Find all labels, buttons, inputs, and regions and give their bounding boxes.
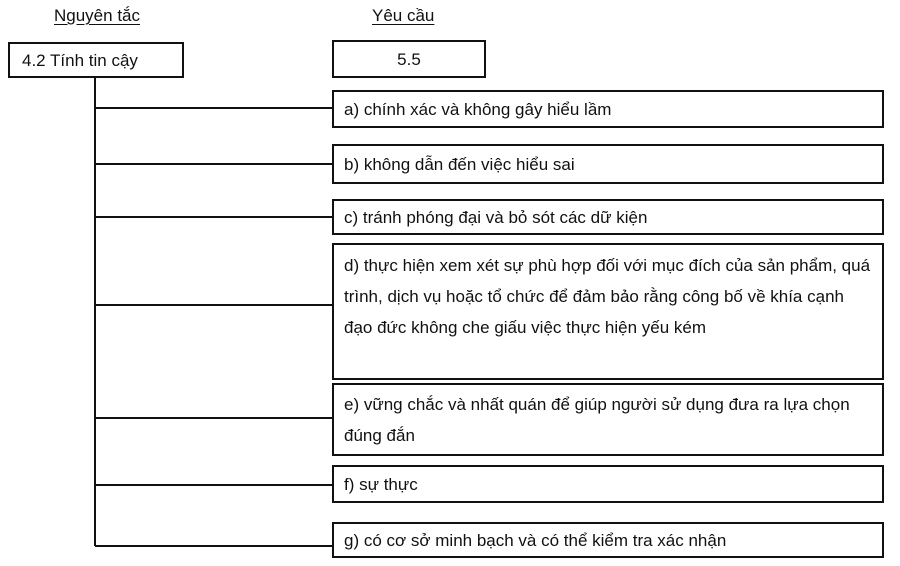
requirement-f: f) sự thực [332,465,884,503]
requirement-heading: Yêu cầu [372,6,435,25]
requirement-number-box: 5.5 [332,40,486,78]
requirement-b: b) không dẫn đến việc hiểu sai [332,144,884,184]
requirement-a: a) chính xác và không gây hiểu lầm [332,90,884,128]
requirement-c: c) tránh phóng đại và bỏ sót các dữ kiện [332,199,884,235]
requirement-g: g) có cơ sở minh bạch và có thể kiểm tra xác nhận [332,522,884,558]
principle-box: 4.2 Tính tin cậy [8,42,184,78]
requirement-d: d) thực hiện xem xét sự phù hợp đối với mục đích của sản phẩm, quá trình, dịch vụ hoặc tổ chức để đảm bảo rằng công bố về khía cạnh đạo đức không che giấu việc thực hiện yếu kém [332,243,884,380]
requirement-e: e) vững chắc và nhất quán để giúp người sử dụng đưa ra lựa chọn đúng đắn [332,383,884,456]
principle-heading: Nguyên tắc [54,6,140,25]
